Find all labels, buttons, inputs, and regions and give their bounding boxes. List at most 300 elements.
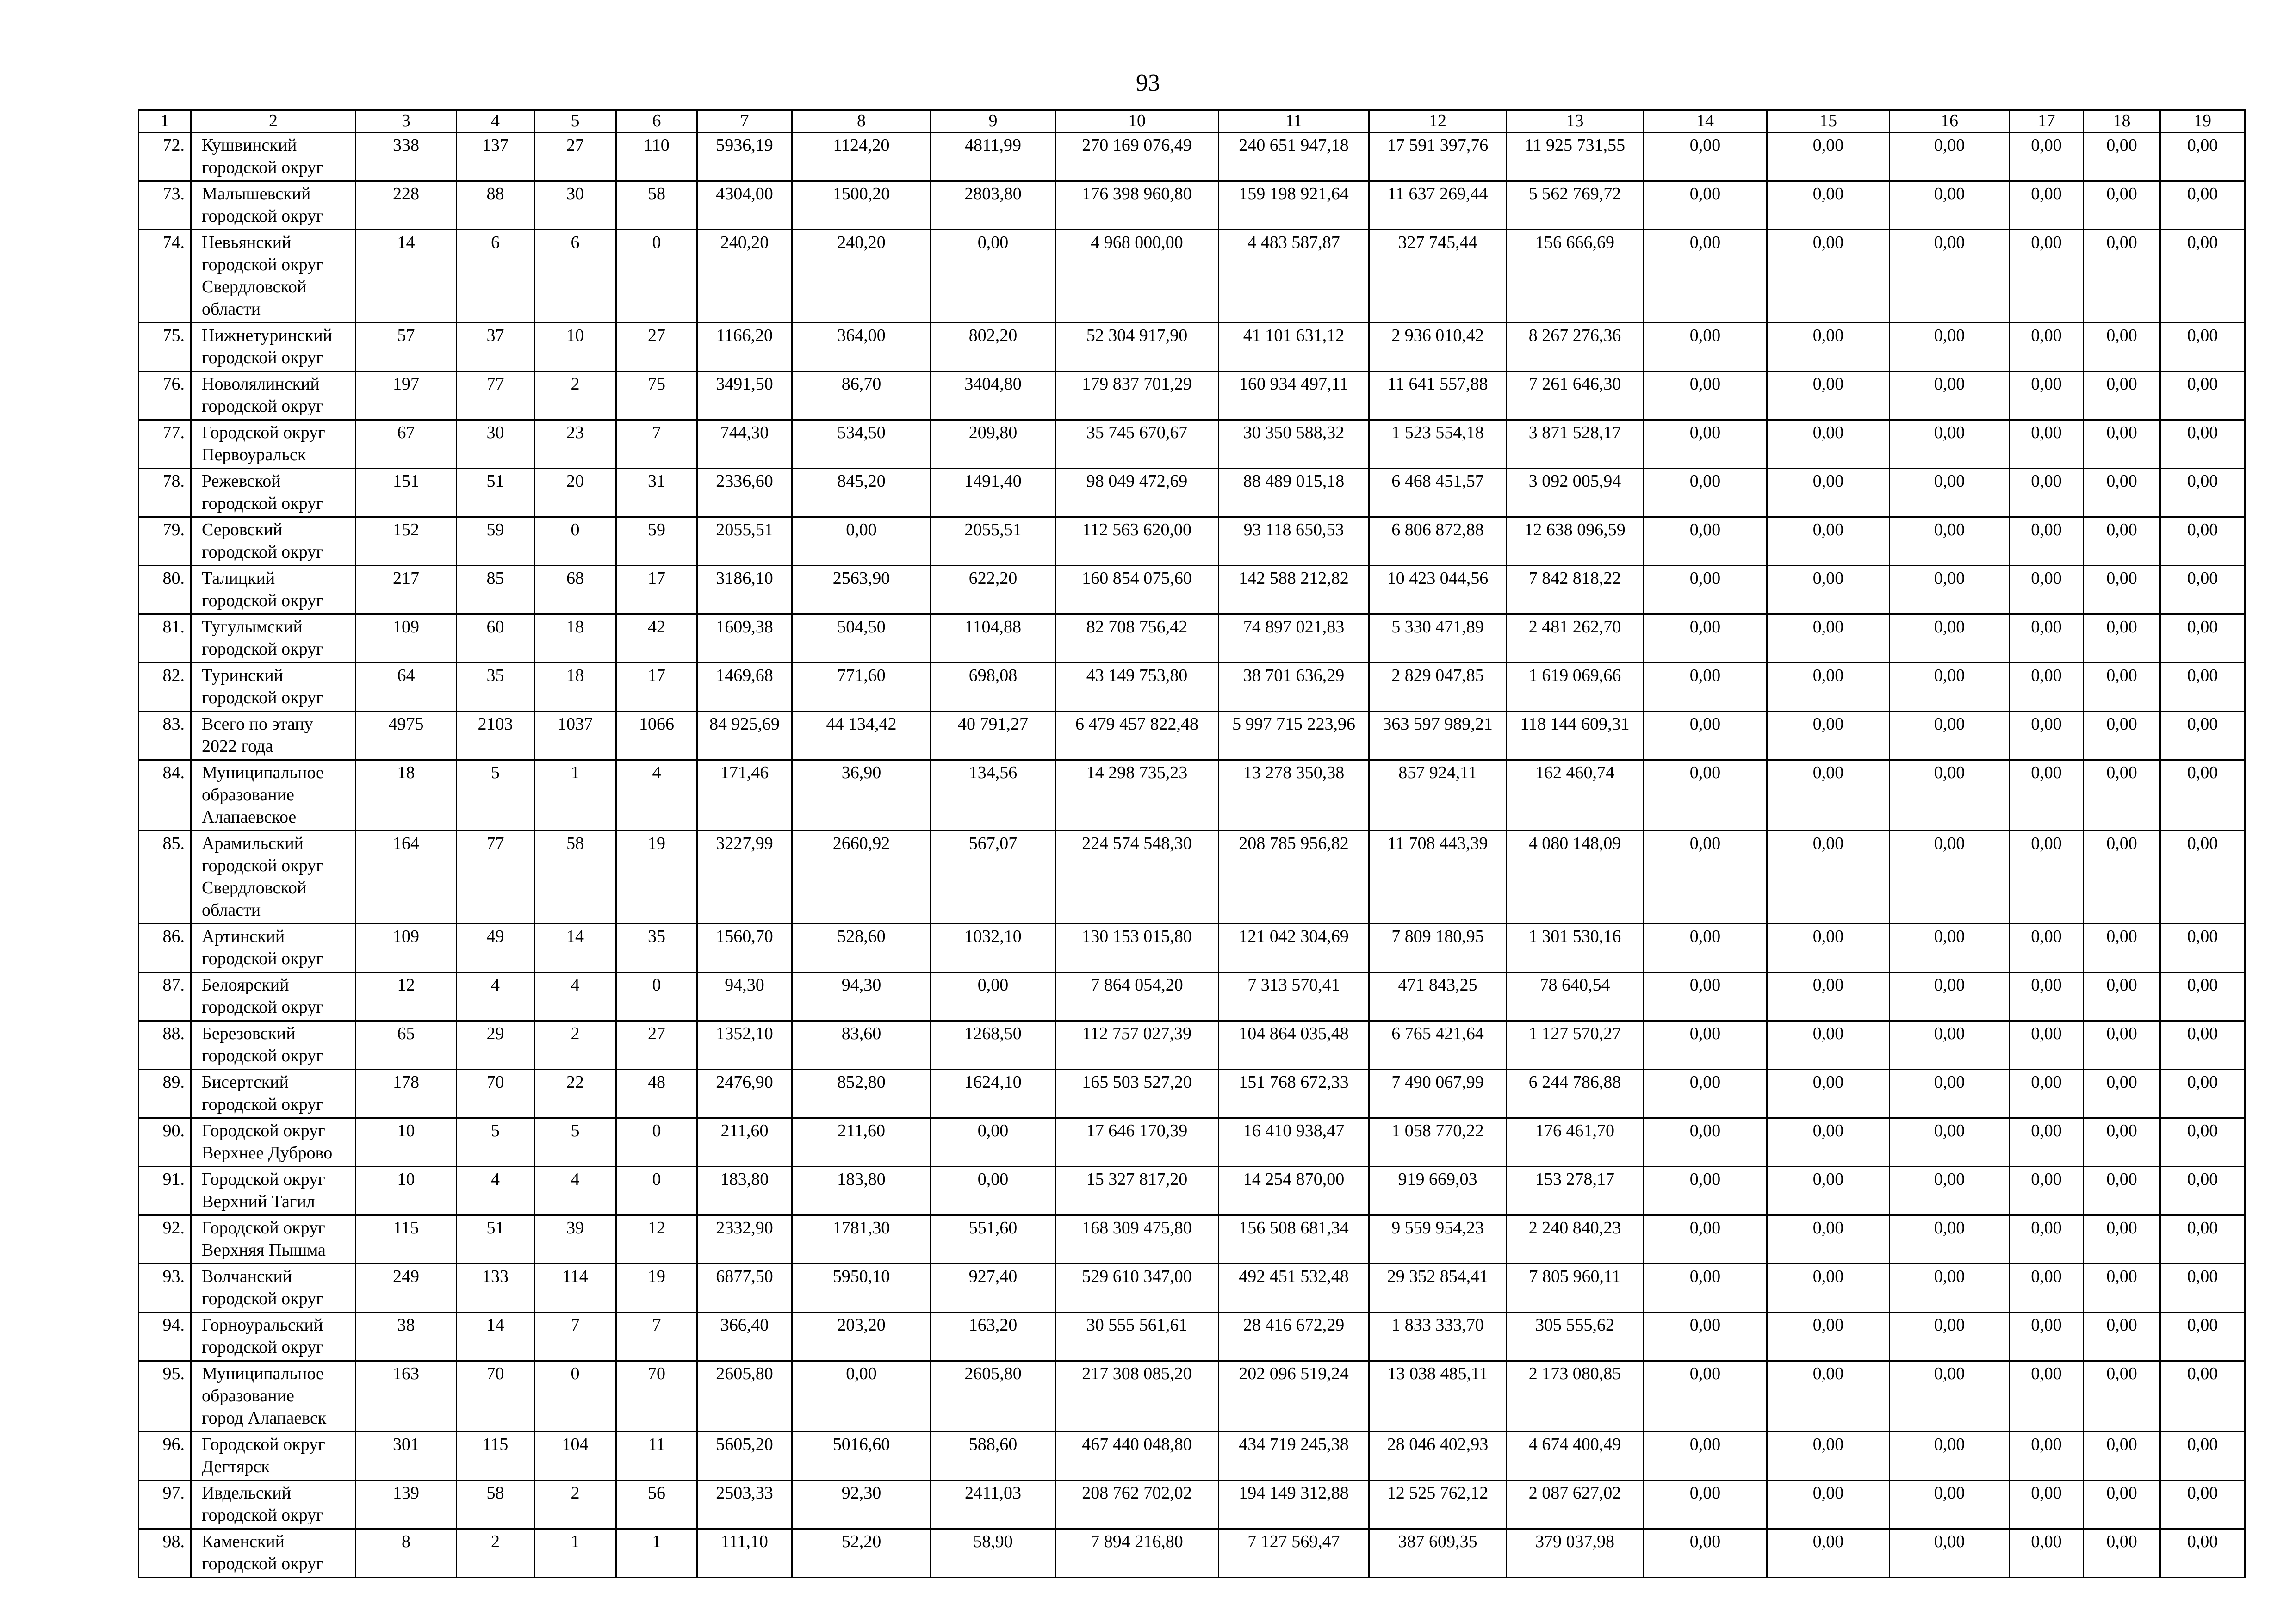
table-row <box>139 831 2245 924</box>
cell-col-13: 1 301 530,16 <box>1507 924 1644 973</box>
cell-col-13: 78 640,54 <box>1507 973 1644 1021</box>
cell-col-5: 2 <box>534 1481 616 1529</box>
cell-col-9: 2411,03 <box>931 1481 1055 1529</box>
cell-col-15: 0,00 <box>1767 760 1890 831</box>
cell-col-10: 270 169 076,49 <box>1055 133 1219 181</box>
cell-col-9: 0,00 <box>931 1167 1055 1215</box>
cell-col-8: 364,00 <box>792 323 931 372</box>
cell-col-14: 0,00 <box>1644 663 1767 712</box>
cell-col-4: 2 <box>457 1529 534 1578</box>
cell-col-14: 0,00 <box>1644 1264 1767 1313</box>
municipality-name-line: город Алапаевск <box>202 1408 327 1428</box>
cell-col-8: 534,50 <box>792 420 931 469</box>
cell-col-19: 0,00 <box>2160 1481 2245 1529</box>
municipality-name <box>191 973 356 1021</box>
cell-col-17: 0,00 <box>2010 973 2084 1021</box>
cell-col-11: 74 897 021,83 <box>1219 614 1369 663</box>
table-row <box>139 323 2245 372</box>
cell-col-18: 0,00 <box>2084 1529 2160 1578</box>
cell-col-16: 0,00 <box>1890 469 2010 517</box>
municipality-name-line: городской округ <box>202 1338 323 1357</box>
cell-col-11: 194 149 312,88 <box>1219 1481 1369 1529</box>
cell-col-8: 203,20 <box>792 1313 931 1361</box>
cell-col-5: 2 <box>534 372 616 420</box>
cell-col-8: 771,60 <box>792 663 931 712</box>
municipality-name-line: Туринский <box>202 666 283 685</box>
cell-col-15: 0,00 <box>1767 1118 1890 1167</box>
cell-col-8: 44 134,42 <box>792 712 931 760</box>
cell-col-15: 0,00 <box>1767 1481 1890 1529</box>
cell-col-14: 0,00 <box>1644 1070 1767 1118</box>
cell-col-12: 471 843,25 <box>1369 973 1507 1021</box>
cell-col-8: 1781,30 <box>792 1215 931 1264</box>
table-row <box>139 517 2245 566</box>
cell-col-12: 11 641 557,88 <box>1369 372 1507 420</box>
cell-col-15: 0,00 <box>1767 469 1890 517</box>
row-number: 83. <box>139 712 191 760</box>
row-number: 79. <box>139 517 191 566</box>
cell-col-5: 20 <box>534 469 616 517</box>
cell-col-3: 109 <box>356 614 457 663</box>
cell-col-14: 0,00 <box>1644 517 1767 566</box>
cell-col-18: 0,00 <box>2084 1313 2160 1361</box>
column-header-7: 7 <box>697 110 792 133</box>
cell-col-4: 6 <box>457 230 534 323</box>
municipality-name-line: городской округ <box>202 255 323 274</box>
cell-col-16: 0,00 <box>1890 323 2010 372</box>
cell-col-12: 6 806 872,88 <box>1369 517 1507 566</box>
cell-col-15: 0,00 <box>1767 1529 1890 1578</box>
cell-col-12: 5 330 471,89 <box>1369 614 1507 663</box>
cell-col-7: 240,20 <box>697 230 792 323</box>
cell-col-8: 2660,92 <box>792 831 931 924</box>
cell-col-7: 1560,70 <box>697 924 792 973</box>
cell-col-13: 2 087 627,02 <box>1507 1481 1644 1529</box>
cell-col-8: 0,00 <box>792 1361 931 1432</box>
municipality-name-line: Режевской <box>202 471 281 491</box>
cell-col-14: 0,00 <box>1644 1313 1767 1361</box>
column-header-6: 6 <box>616 110 697 133</box>
table-row <box>139 1432 2245 1481</box>
municipality-name <box>191 1313 356 1361</box>
cell-col-17: 0,00 <box>2010 1432 2084 1481</box>
municipality-name-line: Талицкий <box>202 569 275 588</box>
cell-col-9: 1104,88 <box>931 614 1055 663</box>
cell-col-13: 4 674 400,49 <box>1507 1432 1644 1481</box>
municipality-name-line: Волчанский <box>202 1267 292 1286</box>
cell-col-10: 168 309 475,80 <box>1055 1215 1219 1264</box>
cell-col-10: 98 049 472,69 <box>1055 469 1219 517</box>
municipality-name <box>191 1118 356 1167</box>
column-header-3: 3 <box>356 110 457 133</box>
cell-col-17: 0,00 <box>2010 372 2084 420</box>
cell-col-13: 162 460,74 <box>1507 760 1644 831</box>
cell-col-12: 919 669,03 <box>1369 1167 1507 1215</box>
column-number-row <box>139 110 2245 133</box>
municipality-name-line: образование <box>202 785 294 805</box>
cell-col-12: 1 833 333,70 <box>1369 1313 1507 1361</box>
cell-col-18: 0,00 <box>2084 230 2160 323</box>
table-row <box>139 614 2245 663</box>
municipality-name-line: городской округ <box>202 206 323 226</box>
cell-col-17: 0,00 <box>2010 517 2084 566</box>
cell-col-14: 0,00 <box>1644 614 1767 663</box>
table-row <box>139 566 2245 614</box>
cell-col-10: 4 968 000,00 <box>1055 230 1219 323</box>
cell-col-12: 387 609,35 <box>1369 1529 1507 1578</box>
municipality-name <box>191 924 356 973</box>
cell-col-3: 57 <box>356 323 457 372</box>
cell-col-9: 134,56 <box>931 760 1055 831</box>
cell-col-3: 139 <box>356 1481 457 1529</box>
cell-col-4: 70 <box>457 1361 534 1432</box>
cell-col-18: 0,00 <box>2084 372 2160 420</box>
cell-col-7: 1352,10 <box>697 1021 792 1070</box>
cell-col-7: 4304,00 <box>697 181 792 230</box>
cell-col-7: 84 925,69 <box>697 712 792 760</box>
cell-col-4: 4 <box>457 1167 534 1215</box>
cell-col-17: 0,00 <box>2010 133 2084 181</box>
municipality-name-line: Первоуральск <box>202 445 306 465</box>
cell-col-11: 151 768 672,33 <box>1219 1070 1369 1118</box>
row-number: 86. <box>139 924 191 973</box>
cell-col-7: 1609,38 <box>697 614 792 663</box>
cell-col-11: 492 451 532,48 <box>1219 1264 1369 1313</box>
cell-col-11: 16 410 938,47 <box>1219 1118 1369 1167</box>
cell-col-11: 13 278 350,38 <box>1219 760 1369 831</box>
cell-col-4: 77 <box>457 831 534 924</box>
cell-col-5: 58 <box>534 831 616 924</box>
cell-col-6: 1066 <box>616 712 697 760</box>
cell-col-8: 504,50 <box>792 614 931 663</box>
cell-col-18: 0,00 <box>2084 973 2160 1021</box>
cell-col-7: 2605,80 <box>697 1361 792 1432</box>
cell-col-12: 2 829 047,85 <box>1369 663 1507 712</box>
municipality-name-line: Городской округ <box>202 1170 325 1189</box>
cell-col-4: 133 <box>457 1264 534 1313</box>
cell-col-6: 19 <box>616 1264 697 1313</box>
cell-col-9: 2605,80 <box>931 1361 1055 1432</box>
table-row <box>139 1215 2245 1264</box>
row-number: 74. <box>139 230 191 323</box>
cell-col-5: 18 <box>534 663 616 712</box>
municipality-name-line: Муниципальное <box>202 1364 324 1383</box>
cell-col-3: 67 <box>356 420 457 469</box>
municipality-name-line: городской округ <box>202 949 323 968</box>
cell-col-15: 0,00 <box>1767 1432 1890 1481</box>
municipality-name-line: Серовский <box>202 520 283 539</box>
cell-col-7: 1469,68 <box>697 663 792 712</box>
cell-col-9: 1268,50 <box>931 1021 1055 1070</box>
cell-col-17: 0,00 <box>2010 469 2084 517</box>
page-number: 93 <box>1136 70 1160 96</box>
cell-col-10: 35 745 670,67 <box>1055 420 1219 469</box>
cell-col-6: 19 <box>616 831 697 924</box>
cell-col-10: 176 398 960,80 <box>1055 181 1219 230</box>
cell-col-6: 58 <box>616 181 697 230</box>
municipality-name-line: городской округ <box>202 1554 323 1573</box>
cell-col-19: 0,00 <box>2160 1118 2245 1167</box>
table-row <box>139 1529 2245 1578</box>
cell-col-10: 14 298 735,23 <box>1055 760 1219 831</box>
cell-col-14: 0,00 <box>1644 230 1767 323</box>
cell-col-18: 0,00 <box>2084 181 2160 230</box>
cell-col-7: 94,30 <box>697 973 792 1021</box>
municipality-name-line: Березовский <box>202 1024 296 1043</box>
cell-col-4: 29 <box>457 1021 534 1070</box>
row-number: 76. <box>139 372 191 420</box>
municipality-name-line: Нижнетуринский <box>202 326 333 345</box>
table-row <box>139 1118 2245 1167</box>
municipality-name <box>191 1481 356 1529</box>
cell-col-9: 209,80 <box>931 420 1055 469</box>
municipality-name-line: Дегтярск <box>202 1457 270 1476</box>
cell-col-11: 142 588 212,82 <box>1219 566 1369 614</box>
column-header-9: 9 <box>931 110 1055 133</box>
cell-col-5: 0 <box>534 1361 616 1432</box>
cell-col-6: 31 <box>616 469 697 517</box>
cell-col-17: 0,00 <box>2010 230 2084 323</box>
cell-col-18: 0,00 <box>2084 831 2160 924</box>
cell-col-13: 3 871 528,17 <box>1507 420 1644 469</box>
cell-col-6: 110 <box>616 133 697 181</box>
cell-col-4: 30 <box>457 420 534 469</box>
cell-col-12: 6 765 421,64 <box>1369 1021 1507 1070</box>
municipality-name <box>191 420 356 469</box>
cell-col-14: 0,00 <box>1644 712 1767 760</box>
cell-col-16: 0,00 <box>1890 973 2010 1021</box>
cell-col-4: 77 <box>457 372 534 420</box>
cell-col-17: 0,00 <box>2010 1481 2084 1529</box>
cell-col-14: 0,00 <box>1644 831 1767 924</box>
cell-col-17: 0,00 <box>2010 1313 2084 1361</box>
cell-col-15: 0,00 <box>1767 614 1890 663</box>
cell-col-10: 30 555 561,61 <box>1055 1313 1219 1361</box>
row-number: 73. <box>139 181 191 230</box>
cell-col-11: 7 313 570,41 <box>1219 973 1369 1021</box>
cell-col-9: 0,00 <box>931 230 1055 323</box>
cell-col-10: 529 610 347,00 <box>1055 1264 1219 1313</box>
cell-col-10: 7 864 054,20 <box>1055 973 1219 1021</box>
municipality-name <box>191 712 356 760</box>
cell-col-5: 18 <box>534 614 616 663</box>
municipality-name-line: Городской округ <box>202 1218 325 1238</box>
cell-col-6: 17 <box>616 566 697 614</box>
municipality-name-line: городской округ <box>202 688 323 707</box>
municipality-name <box>191 1070 356 1118</box>
cell-col-10: 17 646 170,39 <box>1055 1118 1219 1167</box>
cell-col-15: 0,00 <box>1767 1167 1890 1215</box>
cell-col-11: 240 651 947,18 <box>1219 133 1369 181</box>
column-header-16: 16 <box>1890 110 2010 133</box>
cell-col-15: 0,00 <box>1767 924 1890 973</box>
cell-col-19: 0,00 <box>2160 1167 2245 1215</box>
cell-col-16: 0,00 <box>1890 1021 2010 1070</box>
cell-col-8: 2563,90 <box>792 566 931 614</box>
cell-col-19: 0,00 <box>2160 230 2245 323</box>
cell-col-16: 0,00 <box>1890 1313 2010 1361</box>
cell-col-14: 0,00 <box>1644 566 1767 614</box>
cell-col-17: 0,00 <box>2010 663 2084 712</box>
cell-col-17: 0,00 <box>2010 181 2084 230</box>
row-number: 98. <box>139 1529 191 1578</box>
cell-col-7: 366,40 <box>697 1313 792 1361</box>
column-header-14: 14 <box>1644 110 1767 133</box>
cell-col-8: 94,30 <box>792 973 931 1021</box>
cell-col-16: 0,00 <box>1890 614 2010 663</box>
table-row <box>139 1313 2245 1361</box>
cell-col-16: 0,00 <box>1890 133 2010 181</box>
municipality-name <box>191 1529 356 1578</box>
cell-col-5: 14 <box>534 924 616 973</box>
cell-col-12: 363 597 989,21 <box>1369 712 1507 760</box>
cell-col-3: 8 <box>356 1529 457 1578</box>
cell-col-4: 51 <box>457 1215 534 1264</box>
cell-col-9: 4811,99 <box>931 133 1055 181</box>
cell-col-6: 35 <box>616 924 697 973</box>
cell-col-5: 39 <box>534 1215 616 1264</box>
cell-col-8: 1124,20 <box>792 133 931 181</box>
municipality-name-line: городской округ <box>202 591 323 610</box>
cell-col-8: 36,90 <box>792 760 931 831</box>
cell-col-12: 7 490 067,99 <box>1369 1070 1507 1118</box>
municipality-name-line: Городской округ <box>202 1435 325 1454</box>
cell-col-17: 0,00 <box>2010 1070 2084 1118</box>
cell-col-6: 0 <box>616 1118 697 1167</box>
municipality-name-line: Артинский <box>202 927 285 946</box>
cell-col-12: 11 708 443,39 <box>1369 831 1507 924</box>
cell-col-15: 0,00 <box>1767 1313 1890 1361</box>
cell-col-11: 160 934 497,11 <box>1219 372 1369 420</box>
cell-col-6: 56 <box>616 1481 697 1529</box>
row-number: 91. <box>139 1167 191 1215</box>
column-header-2: 2 <box>191 110 356 133</box>
cell-col-18: 0,00 <box>2084 614 2160 663</box>
cell-col-13: 118 144 609,31 <box>1507 712 1644 760</box>
cell-col-3: 12 <box>356 973 457 1021</box>
table-row <box>139 420 2245 469</box>
table-row <box>139 1021 2245 1070</box>
table-row <box>139 133 2245 181</box>
cell-col-9: 927,40 <box>931 1264 1055 1313</box>
cell-col-15: 0,00 <box>1767 831 1890 924</box>
cell-col-6: 27 <box>616 323 697 372</box>
cell-col-17: 0,00 <box>2010 1529 2084 1578</box>
cell-col-3: 228 <box>356 181 457 230</box>
cell-col-17: 0,00 <box>2010 420 2084 469</box>
cell-col-12: 28 046 402,93 <box>1369 1432 1507 1481</box>
cell-col-12: 7 809 180,95 <box>1369 924 1507 973</box>
municipality-name-line: Ивдельский <box>202 1483 291 1503</box>
cell-col-11: 159 198 921,64 <box>1219 181 1369 230</box>
cell-col-12: 1 058 770,22 <box>1369 1118 1507 1167</box>
cell-col-6: 11 <box>616 1432 697 1481</box>
cell-col-4: 5 <box>457 760 534 831</box>
municipality-name-line: Малышевский <box>202 184 311 204</box>
cell-col-9: 2055,51 <box>931 517 1055 566</box>
cell-col-3: 249 <box>356 1264 457 1313</box>
column-header-10: 10 <box>1055 110 1219 133</box>
municipality-name-line: области <box>202 900 261 920</box>
cell-col-15: 0,00 <box>1767 1264 1890 1313</box>
cell-col-18: 0,00 <box>2084 323 2160 372</box>
cell-col-13: 7 842 818,22 <box>1507 566 1644 614</box>
cell-col-10: 112 563 620,00 <box>1055 517 1219 566</box>
cell-col-3: 4975 <box>356 712 457 760</box>
column-header-4: 4 <box>457 110 534 133</box>
cell-col-5: 114 <box>534 1264 616 1313</box>
cell-col-3: 338 <box>356 133 457 181</box>
cell-col-19: 0,00 <box>2160 469 2245 517</box>
cell-col-7: 2336,60 <box>697 469 792 517</box>
cell-col-7: 3227,99 <box>697 831 792 924</box>
cell-col-11: 30 350 588,32 <box>1219 420 1369 469</box>
cell-col-15: 0,00 <box>1767 663 1890 712</box>
cell-col-7: 5936,19 <box>697 133 792 181</box>
cell-col-15: 0,00 <box>1767 133 1890 181</box>
cell-col-3: 64 <box>356 663 457 712</box>
cell-col-9: 1624,10 <box>931 1070 1055 1118</box>
cell-col-3: 10 <box>356 1118 457 1167</box>
cell-col-15: 0,00 <box>1767 566 1890 614</box>
cell-col-15: 0,00 <box>1767 1361 1890 1432</box>
cell-col-11: 104 864 035,48 <box>1219 1021 1369 1070</box>
cell-col-13: 2 240 840,23 <box>1507 1215 1644 1264</box>
table-row <box>139 181 2245 230</box>
cell-col-17: 0,00 <box>2010 760 2084 831</box>
row-number: 92. <box>139 1215 191 1264</box>
cell-col-10: 43 149 753,80 <box>1055 663 1219 712</box>
cell-col-19: 0,00 <box>2160 973 2245 1021</box>
municipality-name-line: городской округ <box>202 856 323 875</box>
cell-col-13: 7 261 646,30 <box>1507 372 1644 420</box>
cell-col-14: 0,00 <box>1644 420 1767 469</box>
cell-col-18: 0,00 <box>2084 1118 2160 1167</box>
cell-col-3: 152 <box>356 517 457 566</box>
cell-col-11: 7 127 569,47 <box>1219 1529 1369 1578</box>
cell-col-3: 217 <box>356 566 457 614</box>
cell-col-16: 0,00 <box>1890 1215 2010 1264</box>
column-header-18: 18 <box>2084 110 2160 133</box>
cell-col-5: 30 <box>534 181 616 230</box>
cell-col-18: 0,00 <box>2084 517 2160 566</box>
cell-col-17: 0,00 <box>2010 566 2084 614</box>
cell-col-14: 0,00 <box>1644 1215 1767 1264</box>
cell-col-5: 22 <box>534 1070 616 1118</box>
table-row <box>139 973 2245 1021</box>
cell-col-6: 12 <box>616 1215 697 1264</box>
cell-col-11: 5 997 715 223,96 <box>1219 712 1369 760</box>
table-row <box>139 1361 2245 1432</box>
column-header-1: 1 <box>139 110 191 133</box>
cell-col-6: 27 <box>616 1021 697 1070</box>
municipality-name-line: городской округ <box>202 1095 323 1114</box>
cell-col-5: 0 <box>534 517 616 566</box>
cell-col-19: 0,00 <box>2160 712 2245 760</box>
cell-col-19: 0,00 <box>2160 181 2245 230</box>
cell-col-12: 11 637 269,44 <box>1369 181 1507 230</box>
cell-col-10: 130 153 015,80 <box>1055 924 1219 973</box>
cell-col-15: 0,00 <box>1767 973 1890 1021</box>
cell-col-7: 3186,10 <box>697 566 792 614</box>
municipality-name-line: Бисертский <box>202 1072 289 1092</box>
table-row <box>139 712 2245 760</box>
cell-col-14: 0,00 <box>1644 1021 1767 1070</box>
cell-col-11: 38 701 636,29 <box>1219 663 1369 712</box>
cell-col-4: 70 <box>457 1070 534 1118</box>
table-row <box>139 760 2245 831</box>
municipality-name <box>191 1264 356 1313</box>
